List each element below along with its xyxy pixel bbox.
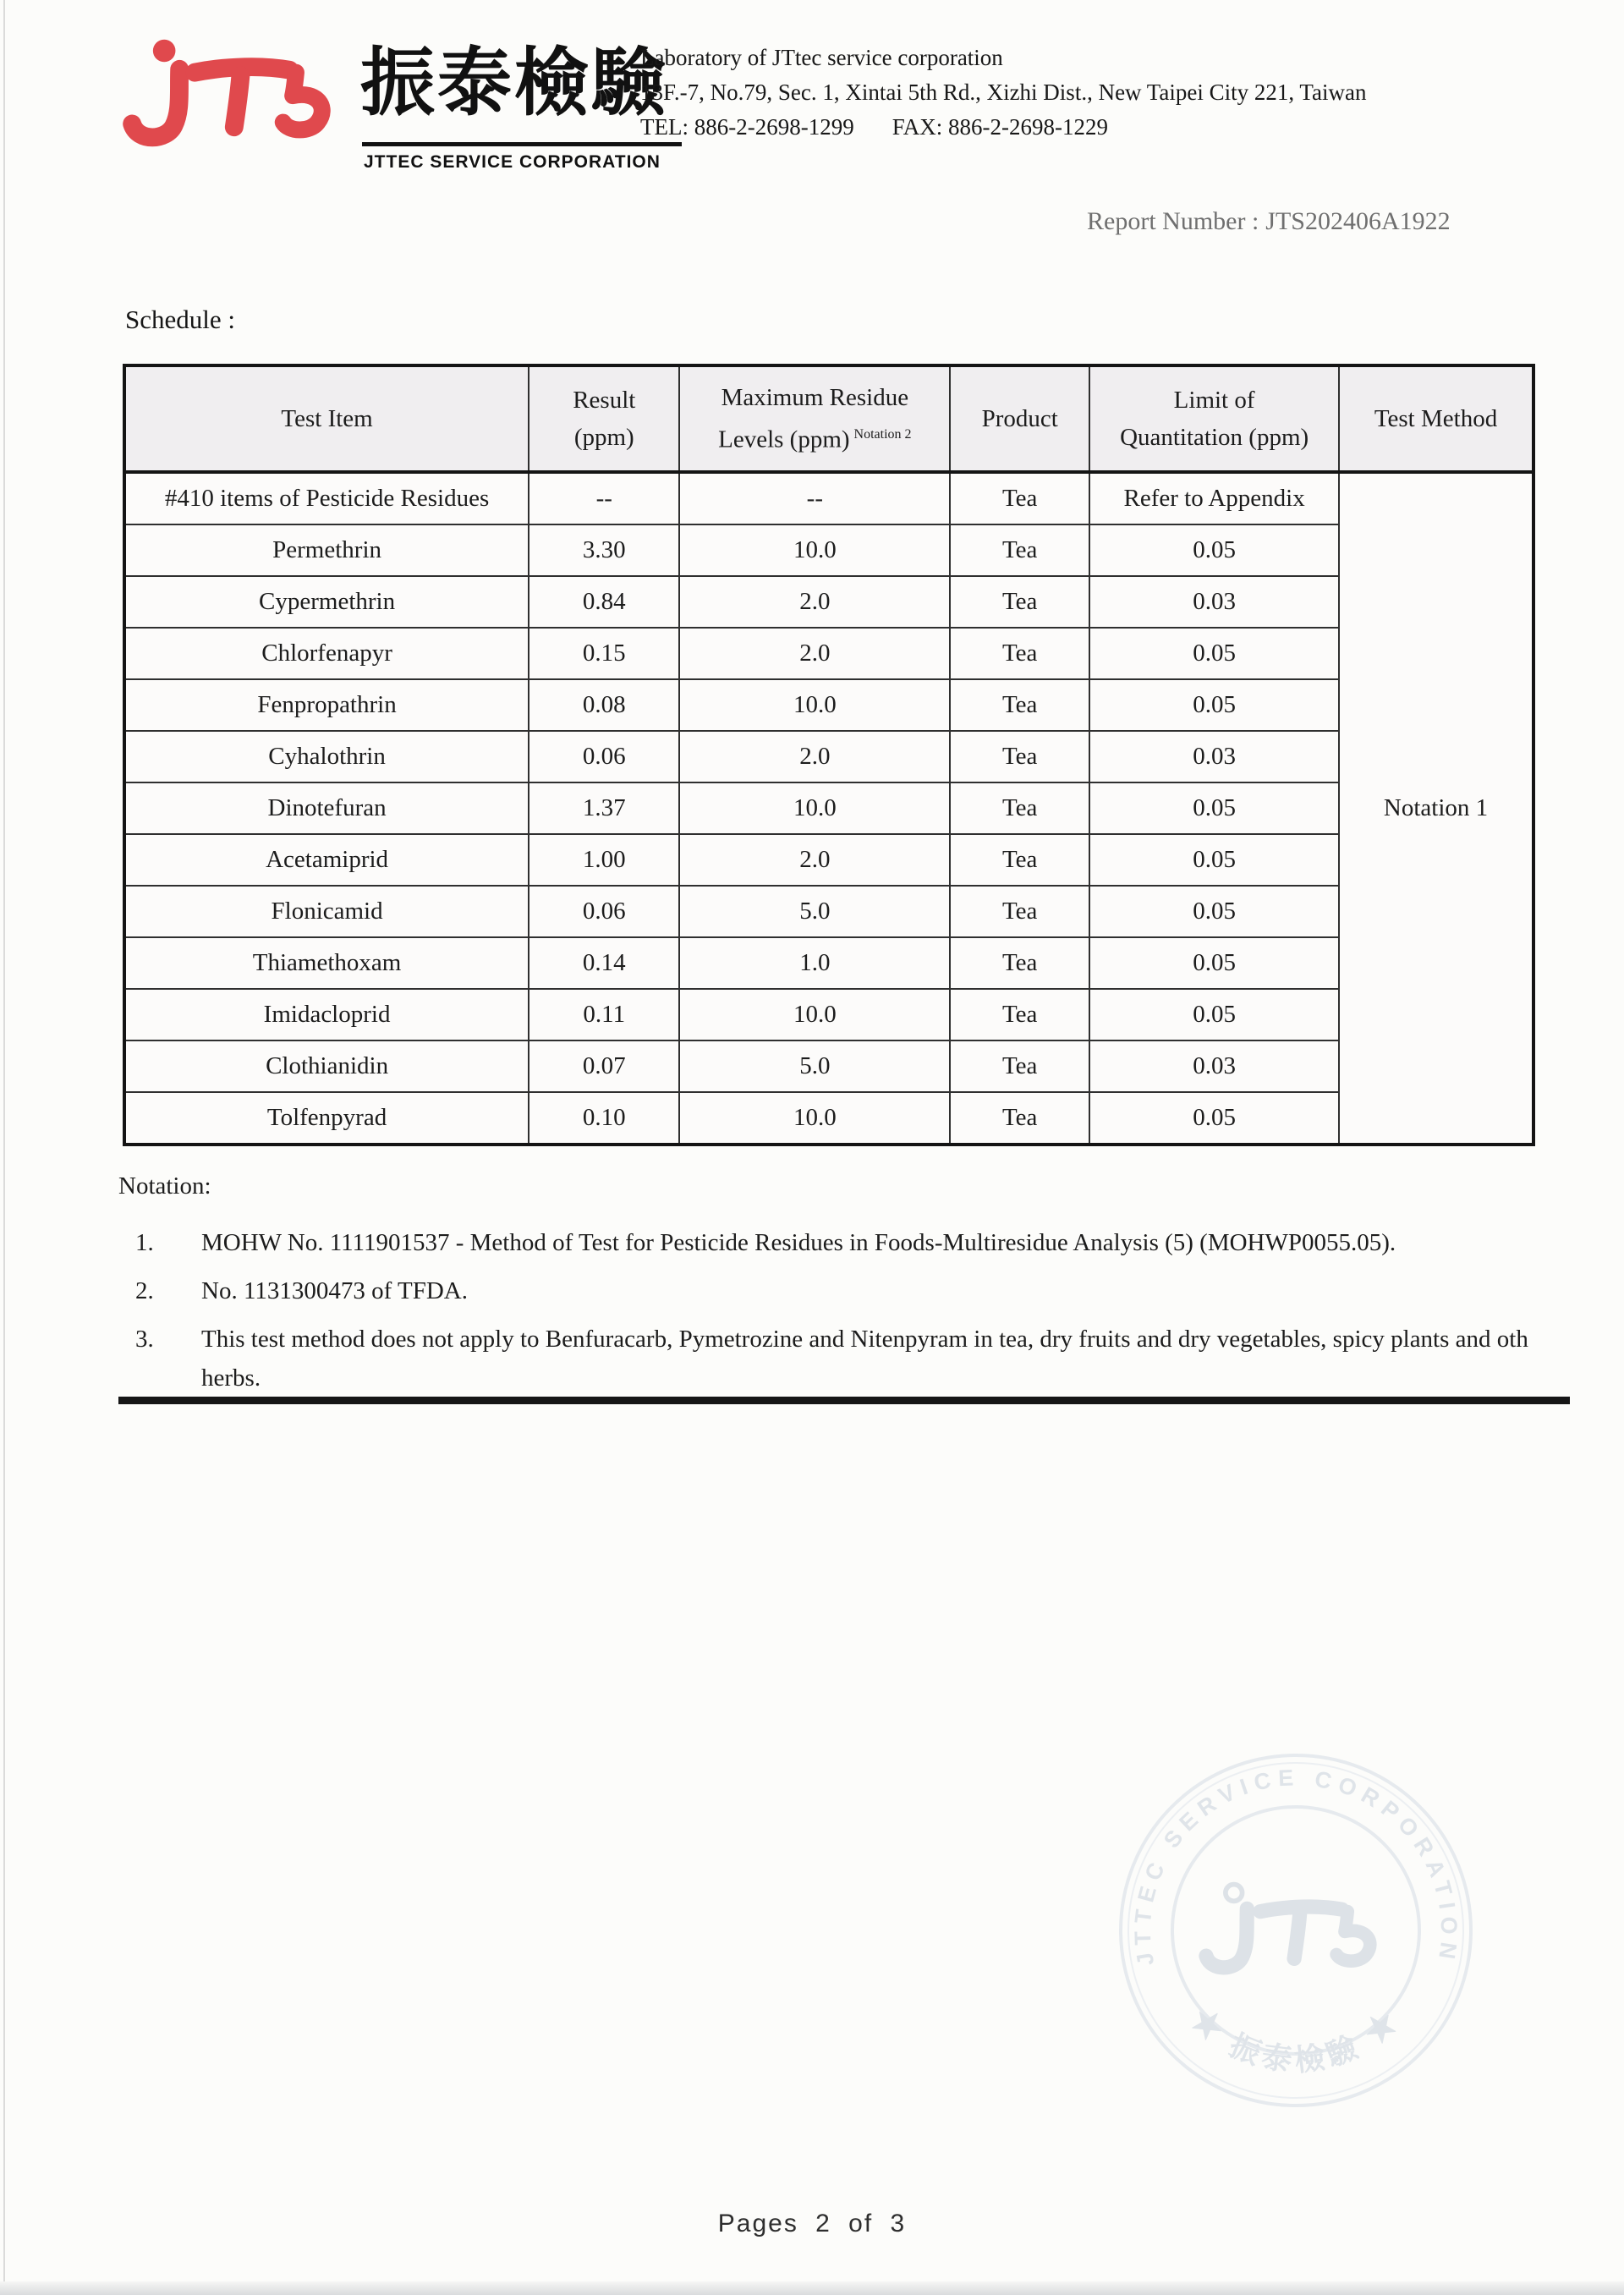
mrl-cell: 5.0 <box>679 1040 950 1092</box>
table-row <box>124 834 1533 886</box>
mrl-notation-superscript: Notation 2 <box>853 427 912 442</box>
loq-cell: 0.05 <box>1089 679 1339 731</box>
table-row <box>124 886 1533 937</box>
product-cell: Tea <box>950 576 1089 628</box>
stamp-jts-logo-icon <box>1206 1885 1370 1968</box>
notation-item-2 <box>135 1277 468 1305</box>
table-row <box>124 524 1533 576</box>
table-row <box>124 628 1533 679</box>
report-number-value: JTS202406A1922 <box>1265 207 1451 235</box>
test-item-cell: Chlorfenapyr <box>124 628 529 679</box>
lab-address-line: 13F.-7, No.79, Sec. 1, Xintai 5th Rd., Xizhi Dist., New Taipei City 221, Taiwan <box>640 80 1367 105</box>
notation-number: 3. <box>135 1326 154 1353</box>
result-cell: 3.30 <box>529 524 679 576</box>
report-number <box>1087 207 1451 236</box>
result-cell: 0.07 <box>529 1040 679 1092</box>
company-stamp-watermark <box>1110 1744 1482 2117</box>
product-cell: Tea <box>950 989 1089 1040</box>
mrl-cell: 2.0 <box>679 834 950 886</box>
result-cell: 0.10 <box>529 1092 679 1145</box>
schedule-table <box>123 364 1535 1146</box>
table-row <box>124 782 1533 834</box>
table-row <box>124 937 1533 989</box>
product-cell: Tea <box>950 937 1089 989</box>
test-item-cell: Permethrin <box>124 524 529 576</box>
notation-item-3-continued: herbs. <box>201 1364 261 1392</box>
result-cell: 0.06 <box>529 886 679 937</box>
svg-text:★ 振泰檢驗 ★ <box>1184 2001 1407 2078</box>
test-item-cell: Cypermethrin <box>124 576 529 628</box>
table-row <box>124 1092 1533 1145</box>
col-header-product: Product <box>950 365 1089 472</box>
notation-item-1 <box>135 1229 1396 1257</box>
loq-cell: 0.05 <box>1089 989 1339 1040</box>
mrl-cell: 1.0 <box>679 937 950 989</box>
mrl-cell: 10.0 <box>679 524 950 576</box>
mrl-cell: 5.0 <box>679 886 950 937</box>
mrl-cell: 2.0 <box>679 731 950 782</box>
notation-item-3 <box>135 1326 1528 1353</box>
mrl-cell: 10.0 <box>679 782 950 834</box>
mrl-cell: 10.0 <box>679 679 950 731</box>
loq-cell: 0.05 <box>1089 1092 1339 1145</box>
loq-cell: 0.05 <box>1089 782 1339 834</box>
loq-cell: Refer to Appendix <box>1089 472 1339 524</box>
mrl-cell: -- <box>679 472 950 524</box>
loq-cell: 0.05 <box>1089 834 1339 886</box>
notation-text: This test method does not apply to Benfuracarb, Pymetrozine and Nitenpyram in tea, dry fruits and dry vegetables, spicy plants and oth <box>201 1326 1528 1353</box>
col-header-test-item: Test Item <box>124 365 529 472</box>
result-cell: 0.15 <box>529 628 679 679</box>
loq-cell: 0.03 <box>1089 731 1339 782</box>
page-number: Pages 2 of 3 <box>717 2210 907 2237</box>
notation-text: MOHW No. 1111901537 - Method of Test for Pesticide Residues in Foods-Multiresidue Analysis (5) (MOHWP0055.05). <box>201 1229 1396 1256</box>
product-cell: Tea <box>950 731 1089 782</box>
lab-fax: FAX: 886-2-2698-1229 <box>892 114 1108 140</box>
notation-text: No. 1131300473 of TFDA. <box>201 1277 468 1304</box>
lab-contact-line <box>640 110 1367 145</box>
test-item-cell: Tolfenpyrad <box>124 1092 529 1145</box>
test-item-cell: Cyhalothrin <box>124 731 529 782</box>
result-cell: 0.84 <box>529 576 679 628</box>
report-number-label: Report Number : <box>1087 207 1259 235</box>
product-cell: Tea <box>950 1040 1089 1092</box>
table-row <box>124 576 1533 628</box>
company-name-english: JTTEC SERVICE CORPORATION <box>364 152 661 172</box>
col-header-loq: Limit of Quantitation (ppm) <box>1089 365 1339 472</box>
test-item-cell: Thiamethoxam <box>124 937 529 989</box>
table-row <box>124 1040 1533 1092</box>
loq-cell: 0.05 <box>1089 628 1339 679</box>
table-row <box>124 679 1533 731</box>
product-cell: Tea <box>950 782 1089 834</box>
table-row <box>124 731 1533 782</box>
test-item-cell: #410 items of Pesticide Residues <box>124 472 529 524</box>
product-cell: Tea <box>950 1092 1089 1145</box>
col-header-test-method: Test Method <box>1339 365 1533 472</box>
stamp-arc-text-top: JTTEC SERVICE CORPORATION <box>1129 1765 1462 1968</box>
table-row <box>124 989 1533 1040</box>
notation-number: 1. <box>135 1229 154 1256</box>
product-cell: Tea <box>950 472 1089 524</box>
result-cell: 0.14 <box>529 937 679 989</box>
test-method-cell: Notation 1 <box>1339 472 1533 1145</box>
loq-cell: 0.05 <box>1089 886 1339 937</box>
test-item-cell: Dinotefuran <box>124 782 529 834</box>
col-header-mrl: Maximum Residue Levels (ppm) $^{Notation 2}$ <box>679 365 950 472</box>
result-cell: 1.00 <box>529 834 679 886</box>
lab-name-line: Laboratory of JTtec service corporation <box>640 45 1003 70</box>
loq-cell: 0.03 <box>1089 576 1339 628</box>
result-cell: -- <box>529 472 679 524</box>
result-cell: 0.06 <box>529 731 679 782</box>
result-cell: 0.08 <box>529 679 679 731</box>
test-item-cell: Fenpropathrin <box>124 679 529 731</box>
jts-logo-icon <box>118 30 359 167</box>
logo-underline <box>362 142 682 146</box>
result-cell: 1.37 <box>529 782 679 834</box>
lab-address-block <box>640 41 1367 145</box>
loq-cell: 0.03 <box>1089 1040 1339 1092</box>
mrl-cell: 10.0 <box>679 1092 950 1145</box>
test-item-cell: Acetamiprid <box>124 834 529 886</box>
table-row <box>124 472 1533 524</box>
product-cell: Tea <box>950 834 1089 886</box>
notation-number: 2. <box>135 1277 154 1304</box>
product-cell: Tea <box>950 886 1089 937</box>
test-item-cell: Flonicamid <box>124 886 529 937</box>
scan-edge-line <box>3 0 5 2295</box>
product-cell: Tea <box>950 524 1089 576</box>
company-name-chinese: 振泰檢驗 <box>360 43 669 125</box>
loq-cell: 0.05 <box>1089 524 1339 576</box>
notation-end-rule <box>118 1397 1570 1404</box>
test-item-cell: Imidacloprid <box>124 989 529 1040</box>
scan-bottom-band <box>0 2281 1624 2295</box>
schedule-heading: Schedule : <box>125 305 235 334</box>
stamp-arc-text-bottom: ★ 振泰檢驗 ★ <box>1184 2001 1407 2078</box>
mrl-cell: 2.0 <box>679 576 950 628</box>
col-header-result: Result (ppm) <box>529 365 679 472</box>
lab-tel: TEL: 886-2-2698-1299 <box>640 114 854 140</box>
product-cell: Tea <box>950 628 1089 679</box>
result-cell: 0.11 <box>529 989 679 1040</box>
notation-heading: Notation: <box>118 1172 211 1200</box>
test-item-cell: Clothianidin <box>124 1040 529 1092</box>
mrl-cell: 10.0 <box>679 989 950 1040</box>
loq-cell: 0.05 <box>1089 937 1339 989</box>
product-cell: Tea <box>950 679 1089 731</box>
table-header-row <box>124 365 1533 472</box>
mrl-cell: 2.0 <box>679 628 950 679</box>
